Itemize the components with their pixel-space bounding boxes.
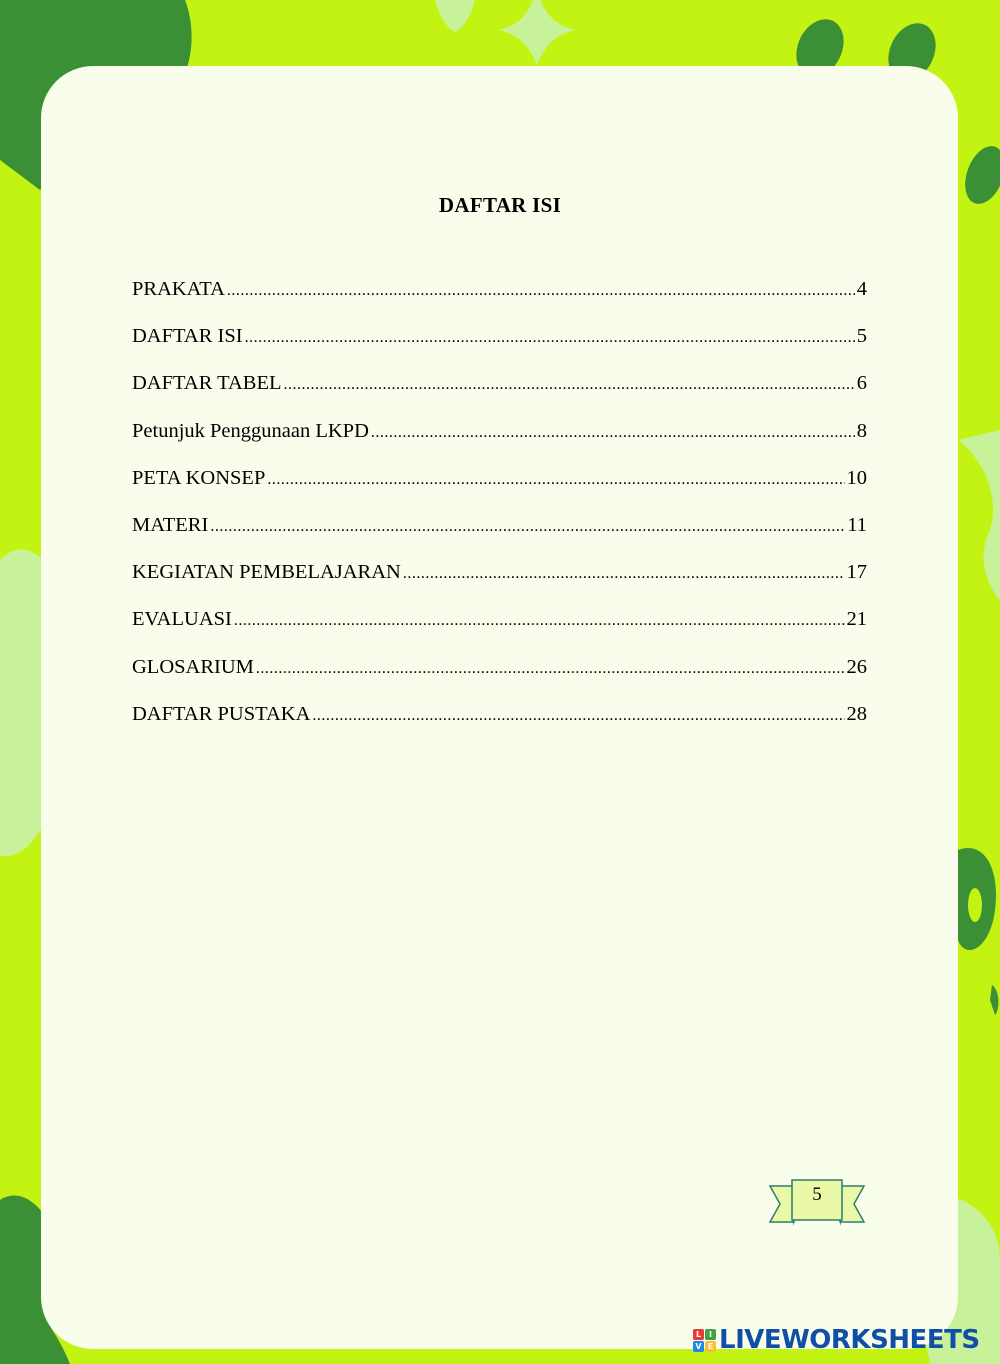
logo-letter-i: I [705,1329,716,1340]
right-dot-4 [968,888,982,922]
table-of-contents [132,278,867,750]
toc-entry[interactable] [132,514,867,561]
toc-entry-label: PRAKATA [132,278,225,300]
toc-entry-page: 10 [846,466,867,489]
toc-dot-leader [234,612,845,630]
toc-entry[interactable] [132,278,867,325]
toc-entry[interactable] [132,608,867,655]
logo-letter-v: V [693,1341,704,1352]
toc-entry-page: 8 [856,419,867,442]
toc-entry-page: 5 [856,325,867,348]
toc-dot-leader [227,282,855,300]
page-title: DAFTAR ISI [438,193,562,217]
toc-entry[interactable] [132,703,867,750]
toc-entry-label: DAFTAR PUSTAKA [132,702,311,725]
toc-entry[interactable] [132,325,867,372]
top-petal-shape [435,0,475,32]
toc-entry-label: EVALUASI [132,608,232,631]
page-number: 5 [812,1184,822,1205]
toc-dot-leader [284,376,855,394]
brand-text: LIVEWORKSHEETS [719,1325,980,1355]
toc-entry-page: 4 [856,278,867,300]
toc-entry-label: DAFTAR ISI [132,325,243,348]
toc-dot-leader [371,424,855,442]
toc-entry-page: 26 [846,655,867,678]
toc-entry[interactable] [132,467,867,514]
toc-dot-leader [256,660,845,678]
toc-entry-label: KEGIATAN PEMBELAJARAN [132,561,401,584]
liveworksheets-watermark[interactable] [693,1324,980,1356]
toc-entry-label: DAFTAR TABEL [132,372,282,395]
toc-entry[interactable] [132,420,867,467]
toc-dot-leader [267,471,844,489]
toc-dot-leader [245,329,855,347]
toc-entry[interactable] [132,561,867,608]
toc-dot-leader [210,518,845,536]
toc-entry-label: MATERI [132,513,209,536]
toc-entry[interactable] [132,656,867,703]
toc-dot-leader [403,565,845,583]
toc-dot-leader [312,707,844,725]
toc-entry-page: 17 [846,561,867,584]
liveworksheets-logo-icon [693,1329,716,1352]
logo-letter-l: L [693,1329,704,1340]
logo-letter-e: E [705,1341,716,1352]
toc-entry-page: 6 [856,372,867,395]
right-dot-5 [990,985,998,1015]
toc-entry-label: GLOSARIUM [132,655,254,678]
toc-entry[interactable] [132,372,867,419]
right-wave-shape [958,430,1000,600]
toc-entry-page: 28 [846,702,867,725]
top-sparkle-shape [499,0,575,65]
toc-entry-page: 11 [847,513,867,536]
toc-entry-label: Petunjuk Penggunaan LKPD [132,419,369,442]
toc-entry-label: PETA KONSEP [132,466,266,489]
toc-entry-page: 21 [846,608,867,631]
